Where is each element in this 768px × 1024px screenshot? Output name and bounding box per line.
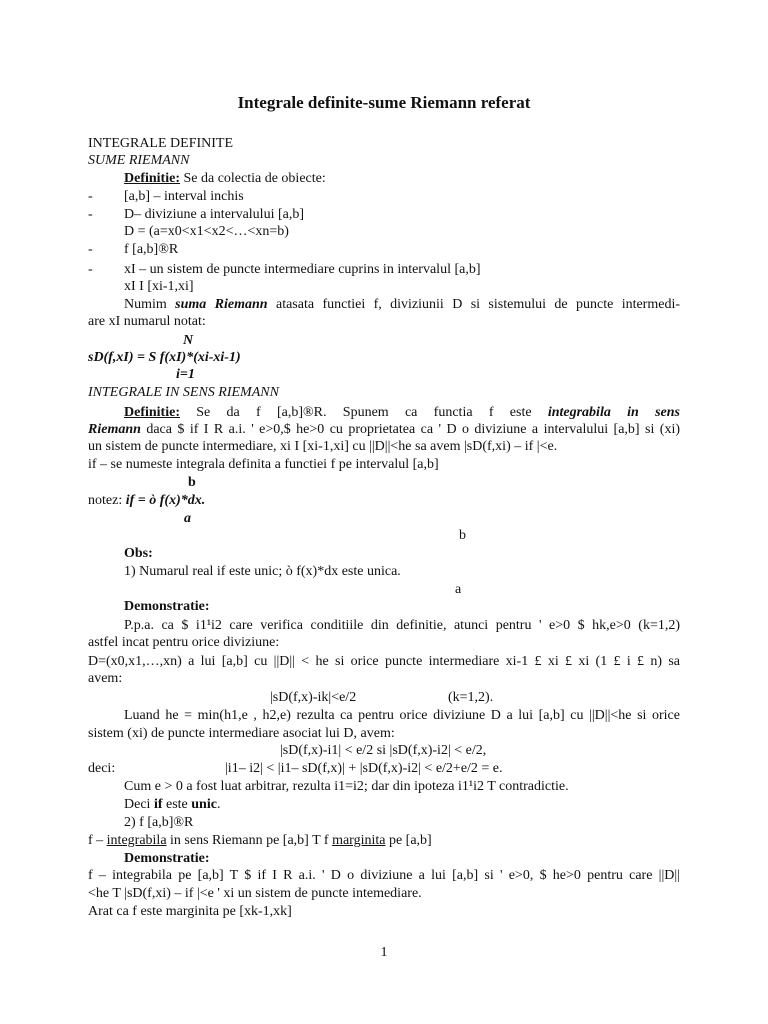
document-title: Integrale definite-sume Riemann referat	[237, 93, 531, 112]
demonstratie-2-label: Demonstratie:	[124, 851, 210, 866]
f-integrabila-line-2: <he T |sD(f,xi) – if |<e ' xi un sistem de puncte intemediare.	[88, 886, 422, 901]
bullet-function: f [a,b]®R	[124, 242, 179, 257]
definition-1	[124, 171, 326, 187]
numim-continuation: are xI numarul notat:	[88, 314, 206, 329]
deci-unic-line: Deci if este unic.	[124, 797, 221, 812]
inequality-1-index: (k=1,2).	[448, 690, 494, 705]
integral-upper-limit: b	[188, 475, 196, 490]
riemann-sum-formula: sD(f,xI) = S f(xI)*(xi-xi-1)	[88, 350, 241, 365]
ppa-line: P.p.a. ca $ i1¹i2 care verifica conditiile din definitie, atunci pentru ' e>0 $ hk,e>0 (k=1,2)	[124, 618, 680, 633]
term-suma-riemann: suma Riemann	[175, 297, 268, 312]
page-number: 1	[380, 945, 388, 960]
sistem-membership: xI I [xi-1,xi]	[124, 279, 194, 294]
diviziune-definition: D = (a=x0<x1<x2<…<xn=b)	[124, 224, 289, 239]
term-riemann: Riemann	[88, 422, 141, 437]
inequality-3: |i1– i2| < |i1– sD(f,x)| + |sD(f,x)-i2| < e/2+e/2 = e.	[225, 761, 503, 776]
inequality-2: |sD(f,x)-i1| < e/2 si |sD(f,x)-i2| < e/2,	[280, 743, 487, 758]
bullet-dash: -	[88, 262, 93, 277]
bullet-diviziune: D– diviziune a intervalului [a,b]	[124, 207, 304, 222]
cum-line: Cum e > 0 a fost luat arbitrar, rezulta i1=i2; dar din ipoteza i1¹i2 T contradictie.	[124, 779, 569, 794]
astfel-line: astfel incat pentru orice diviziune:	[88, 635, 280, 650]
definition-2-line-3: un sistem de puncte intermediare, xi I [xi-1,xi] cu ||D||<he sa avem |sD(f,xi) – if |<e.	[88, 439, 558, 454]
sistem-line: sistem (xi) de puncte intermediare asociat lui D, avem:	[88, 726, 395, 741]
sum-lower-limit: i=1	[176, 367, 195, 382]
heading-integrale-definite: INTEGRALE DEFINITE	[88, 136, 234, 151]
sum-upper-limit: N	[183, 333, 194, 348]
diviziune-line: D=(x0,x1,…,xn) a lui [a,b] cu ||D|| < he si orice puncte intermediare xi-1 £ xi £ xi (1 £ i £ n) sa	[88, 654, 680, 669]
integrabila-marginita-line: f – integrabila in sens Riemann pe [a,b] T f marginita pe [a,b]	[88, 833, 432, 848]
bullet-interval: [a,b] – interval inchis	[124, 189, 244, 204]
definition-label: Definitie:	[124, 171, 180, 186]
integral-upper-limit-right: b	[459, 528, 466, 543]
obs-1: 1) Numarul real if este unic; ò f(x)*dx este unica.	[124, 564, 401, 579]
arat-line: Arat ca f este marginita pe [xk-1,xk]	[88, 904, 292, 919]
definition-2-line-2: Riemann daca $ if I R a.i. ' e>0,$ he>0 cu proprietatea ca ' D o diviziune a intervalului [a,b] si (xi)	[88, 422, 680, 437]
definition-2: Definitie: Se da f [a,b]®R. Spunem ca functia f este integrabila in sens	[124, 405, 680, 420]
obs-label: Obs:	[124, 546, 153, 561]
bullet-dash: -	[88, 189, 93, 204]
term-unic: unic	[191, 797, 217, 812]
avem-line: avem:	[88, 671, 123, 686]
definition-text: Se da colectia de obiecte:	[179, 171, 326, 186]
luand-line: Luand he = min(h1,e , h2,e) rezulta ca pentru orice diviziune D a lui [a,b] cu ||D||<he si orice	[124, 708, 680, 723]
point-2: 2) f [a,b]®R	[124, 815, 194, 830]
deci-label: deci:	[88, 761, 116, 776]
term-integrabila: integrabila in sens	[547, 405, 680, 420]
numim-paragraph: Numim suma Riemann atasata functiei f, diviziunii D si sistemului de puncte intermedi-	[124, 297, 681, 312]
inequality-1: |sD(f,x)-ik|<e/2	[270, 690, 357, 705]
term-marginita-underlined: marginita	[332, 833, 386, 848]
bullet-dash: -	[88, 207, 93, 222]
demonstratie-1-label: Demonstratie:	[124, 599, 210, 614]
integral-formula: if = ò f(x)*dx.	[125, 493, 206, 508]
integral-definition-text: if – se numeste integrala definita a functiei f pe intervalul [a,b]	[88, 457, 439, 472]
heading-integrale-sens-riemann: INTEGRALE IN SENS RIEMANN	[88, 385, 279, 400]
bullet-sistem: xI – un sistem de puncte intermediare cuprins in intervalul [a,b]	[124, 262, 481, 277]
integral-lower-limit: a	[184, 511, 191, 526]
definition-label: Definitie:	[124, 405, 180, 420]
bullet-dash: -	[88, 242, 93, 257]
notation-line: notez: if = ò f(x)*dx.	[88, 493, 206, 508]
heading-sume-riemann: SUME RIEMANN	[88, 153, 190, 168]
term-integrabila-underlined: integrabila	[106, 833, 167, 848]
integral-lower-limit-right: a	[455, 582, 462, 597]
f-integrabila-line: f – integrabila pe [a,b] T $ if I R a.i. ' D o diviziune a lui [a,b] si ' e>0, $ he>0 pentru care ||D||	[88, 868, 680, 883]
